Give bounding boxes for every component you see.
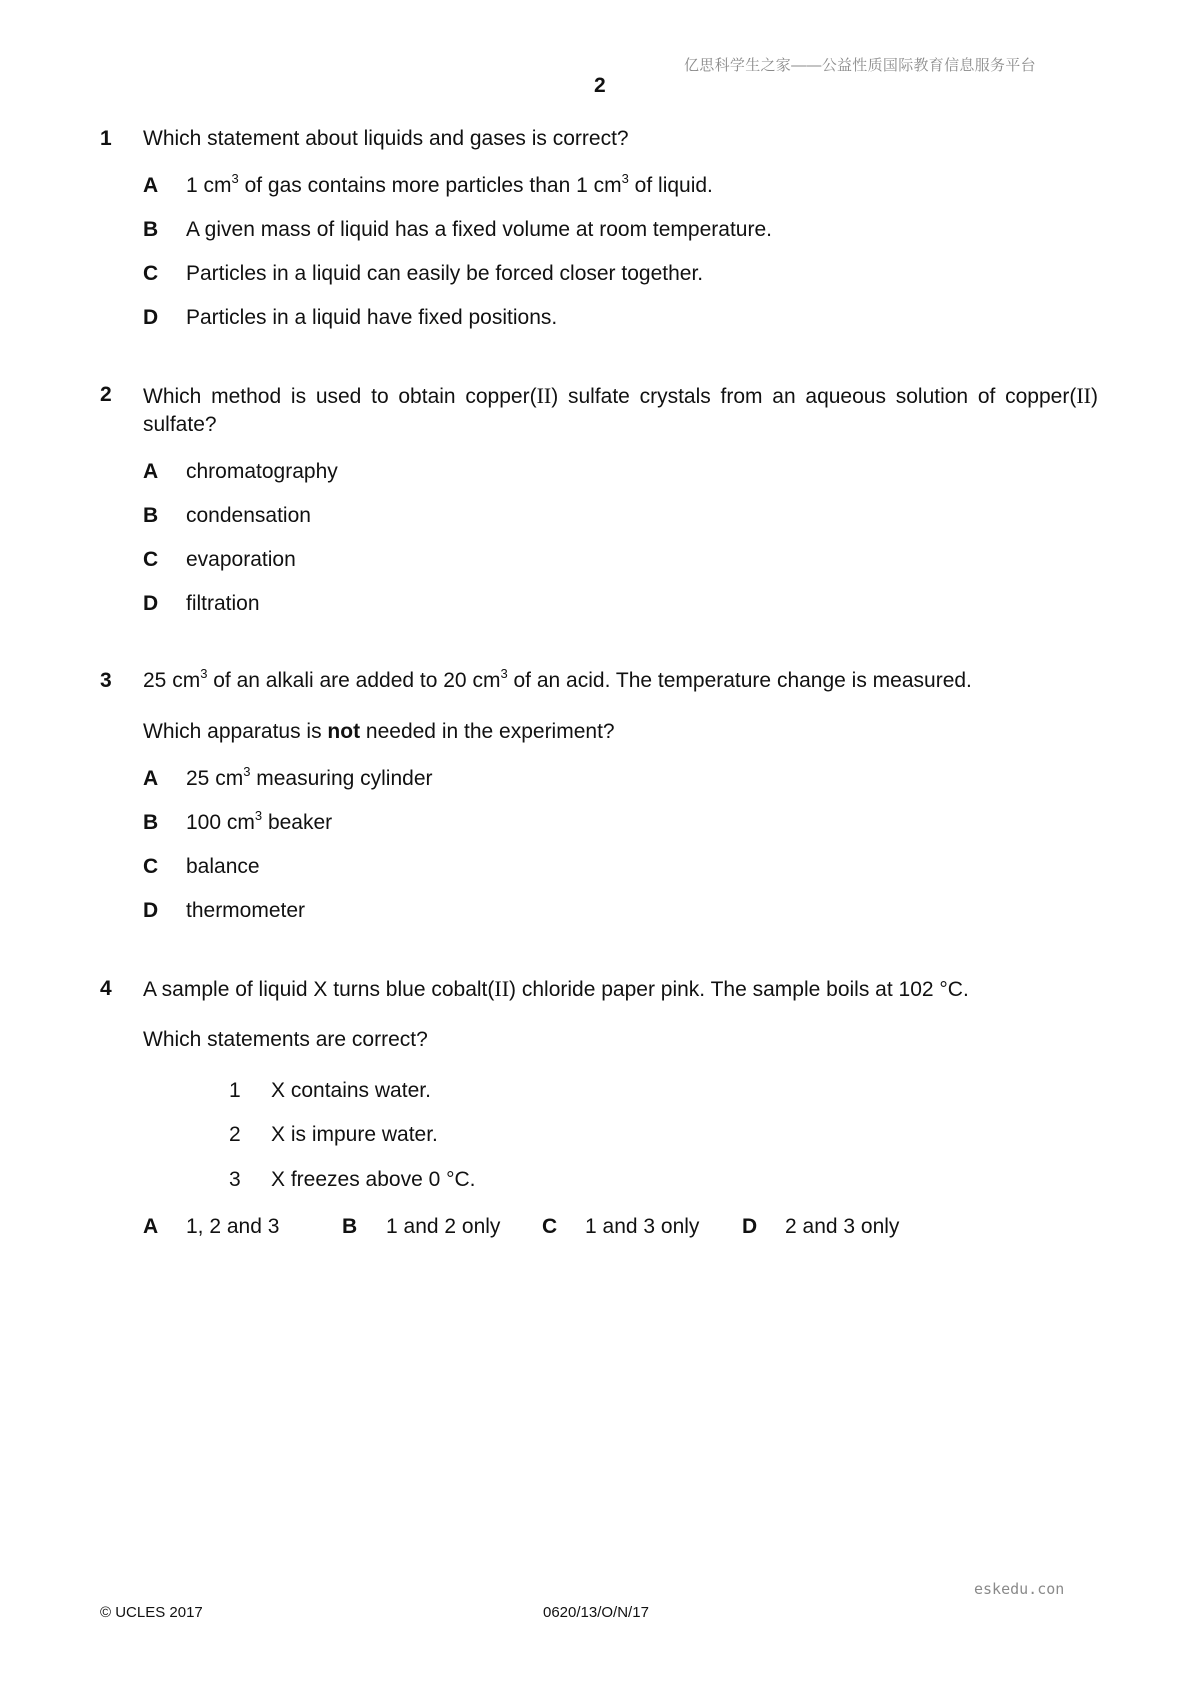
q4-statement-2-number: 2 xyxy=(229,1123,241,1146)
question-4-text: A sample of liquid X turns blue cobalt(II) chloride paper pink. The sample boils at 102 °C. xyxy=(143,976,969,1001)
q1-option-c-text: Particles in a liquid can easily be forced closer together. xyxy=(186,262,704,285)
q1-option-c-letter: C xyxy=(143,262,159,285)
q3-option-a-letter: A xyxy=(143,767,159,790)
q2-option-b-text: condensation xyxy=(186,504,311,527)
q4-option-a-letter: A xyxy=(143,1215,159,1238)
q4-option-b-letter: B xyxy=(342,1215,358,1238)
q1-option-a-letter: A xyxy=(143,174,159,197)
q3-option-c-text: balance xyxy=(186,855,260,878)
question-3-number: 3 xyxy=(100,669,112,692)
question-1-text: Which statement about liquids and gases is correct? xyxy=(143,127,629,150)
q3-option-d-letter: D xyxy=(143,899,159,922)
footer-paper-code: 0620/13/O/N/17 xyxy=(543,1604,649,1621)
q1-option-a-text: 1 $cm^3$ of gas contains more particles than 1 $cm^3$ of liquid. xyxy=(186,171,713,197)
q3-option-b-letter: B xyxy=(143,811,159,834)
question-2-number: 2 xyxy=(100,383,112,406)
q2-option-a-letter: A xyxy=(143,460,159,483)
q4-statement-2-text: X is impure water. xyxy=(271,1123,438,1146)
q4-statement-3-number: 3 xyxy=(229,1168,241,1191)
question-4-prompt: Which statements are correct? xyxy=(143,1028,428,1051)
question-3-text: 25 $cm^3$ of an alkali are added to 20 $cm^3$ of an acid. The temperature change is measured. xyxy=(143,666,972,692)
q4-option-a-text: 1, 2 and 3 xyxy=(186,1215,280,1238)
q2-option-d-text: filtration xyxy=(186,592,260,615)
q4-option-b-text: 1 and 2 only xyxy=(386,1215,501,1238)
q3-option-b-text: 100 $cm^3$ beaker xyxy=(186,808,333,834)
q4-statement-3-text: X freezes above 0 °C. xyxy=(271,1168,476,1191)
page-number: 2 xyxy=(594,74,606,97)
q2-option-d-letter: D xyxy=(143,592,159,615)
q2-option-c-letter: C xyxy=(143,548,159,571)
q3-option-d-text: thermometer xyxy=(186,899,306,922)
question-2-text: Which method is used to obtain copper(II) sulfate crystals from an aqueous solution of copper(II) sulfate? xyxy=(143,383,1098,436)
q2-option-a-text: chromatography xyxy=(186,460,338,483)
question-4-number: 4 xyxy=(100,977,112,1000)
q4-statement-1-text: X contains water. xyxy=(271,1079,431,1102)
q1-option-d-letter: D xyxy=(143,306,159,329)
q1-option-d-text: Particles in a liquid have fixed positions. xyxy=(186,306,558,329)
q3-option-a-text: 25 $cm^3$ measuring cylinder xyxy=(186,764,433,790)
q4-statement-1-number: 1 xyxy=(229,1079,241,1102)
footer-copyright: © UCLES 2017 xyxy=(100,1604,203,1621)
watermark-footer: eskedu.con xyxy=(974,1580,1065,1598)
q3-option-c-letter: C xyxy=(143,855,159,878)
q1-option-b-text: A given mass of liquid has a fixed volume at room temperature. xyxy=(186,218,772,241)
q4-option-d-letter: D xyxy=(742,1215,758,1238)
q4-option-c-text: 1 and 3 only xyxy=(585,1215,700,1238)
q4-option-c-letter: C xyxy=(542,1215,558,1238)
watermark-header: 亿思科学生之家——公益性质国际教育信息服务平台 xyxy=(684,57,1036,74)
q4-option-d-text: 2 and 3 only xyxy=(785,1215,900,1238)
q1-option-b-letter: B xyxy=(143,218,159,241)
q2-option-b-letter: B xyxy=(143,504,159,527)
question-1-number: 1 xyxy=(100,127,112,150)
question-3-prompt: Which apparatus is not needed in the experiment? xyxy=(143,720,615,743)
q2-option-c-text: evaporation xyxy=(186,548,296,571)
